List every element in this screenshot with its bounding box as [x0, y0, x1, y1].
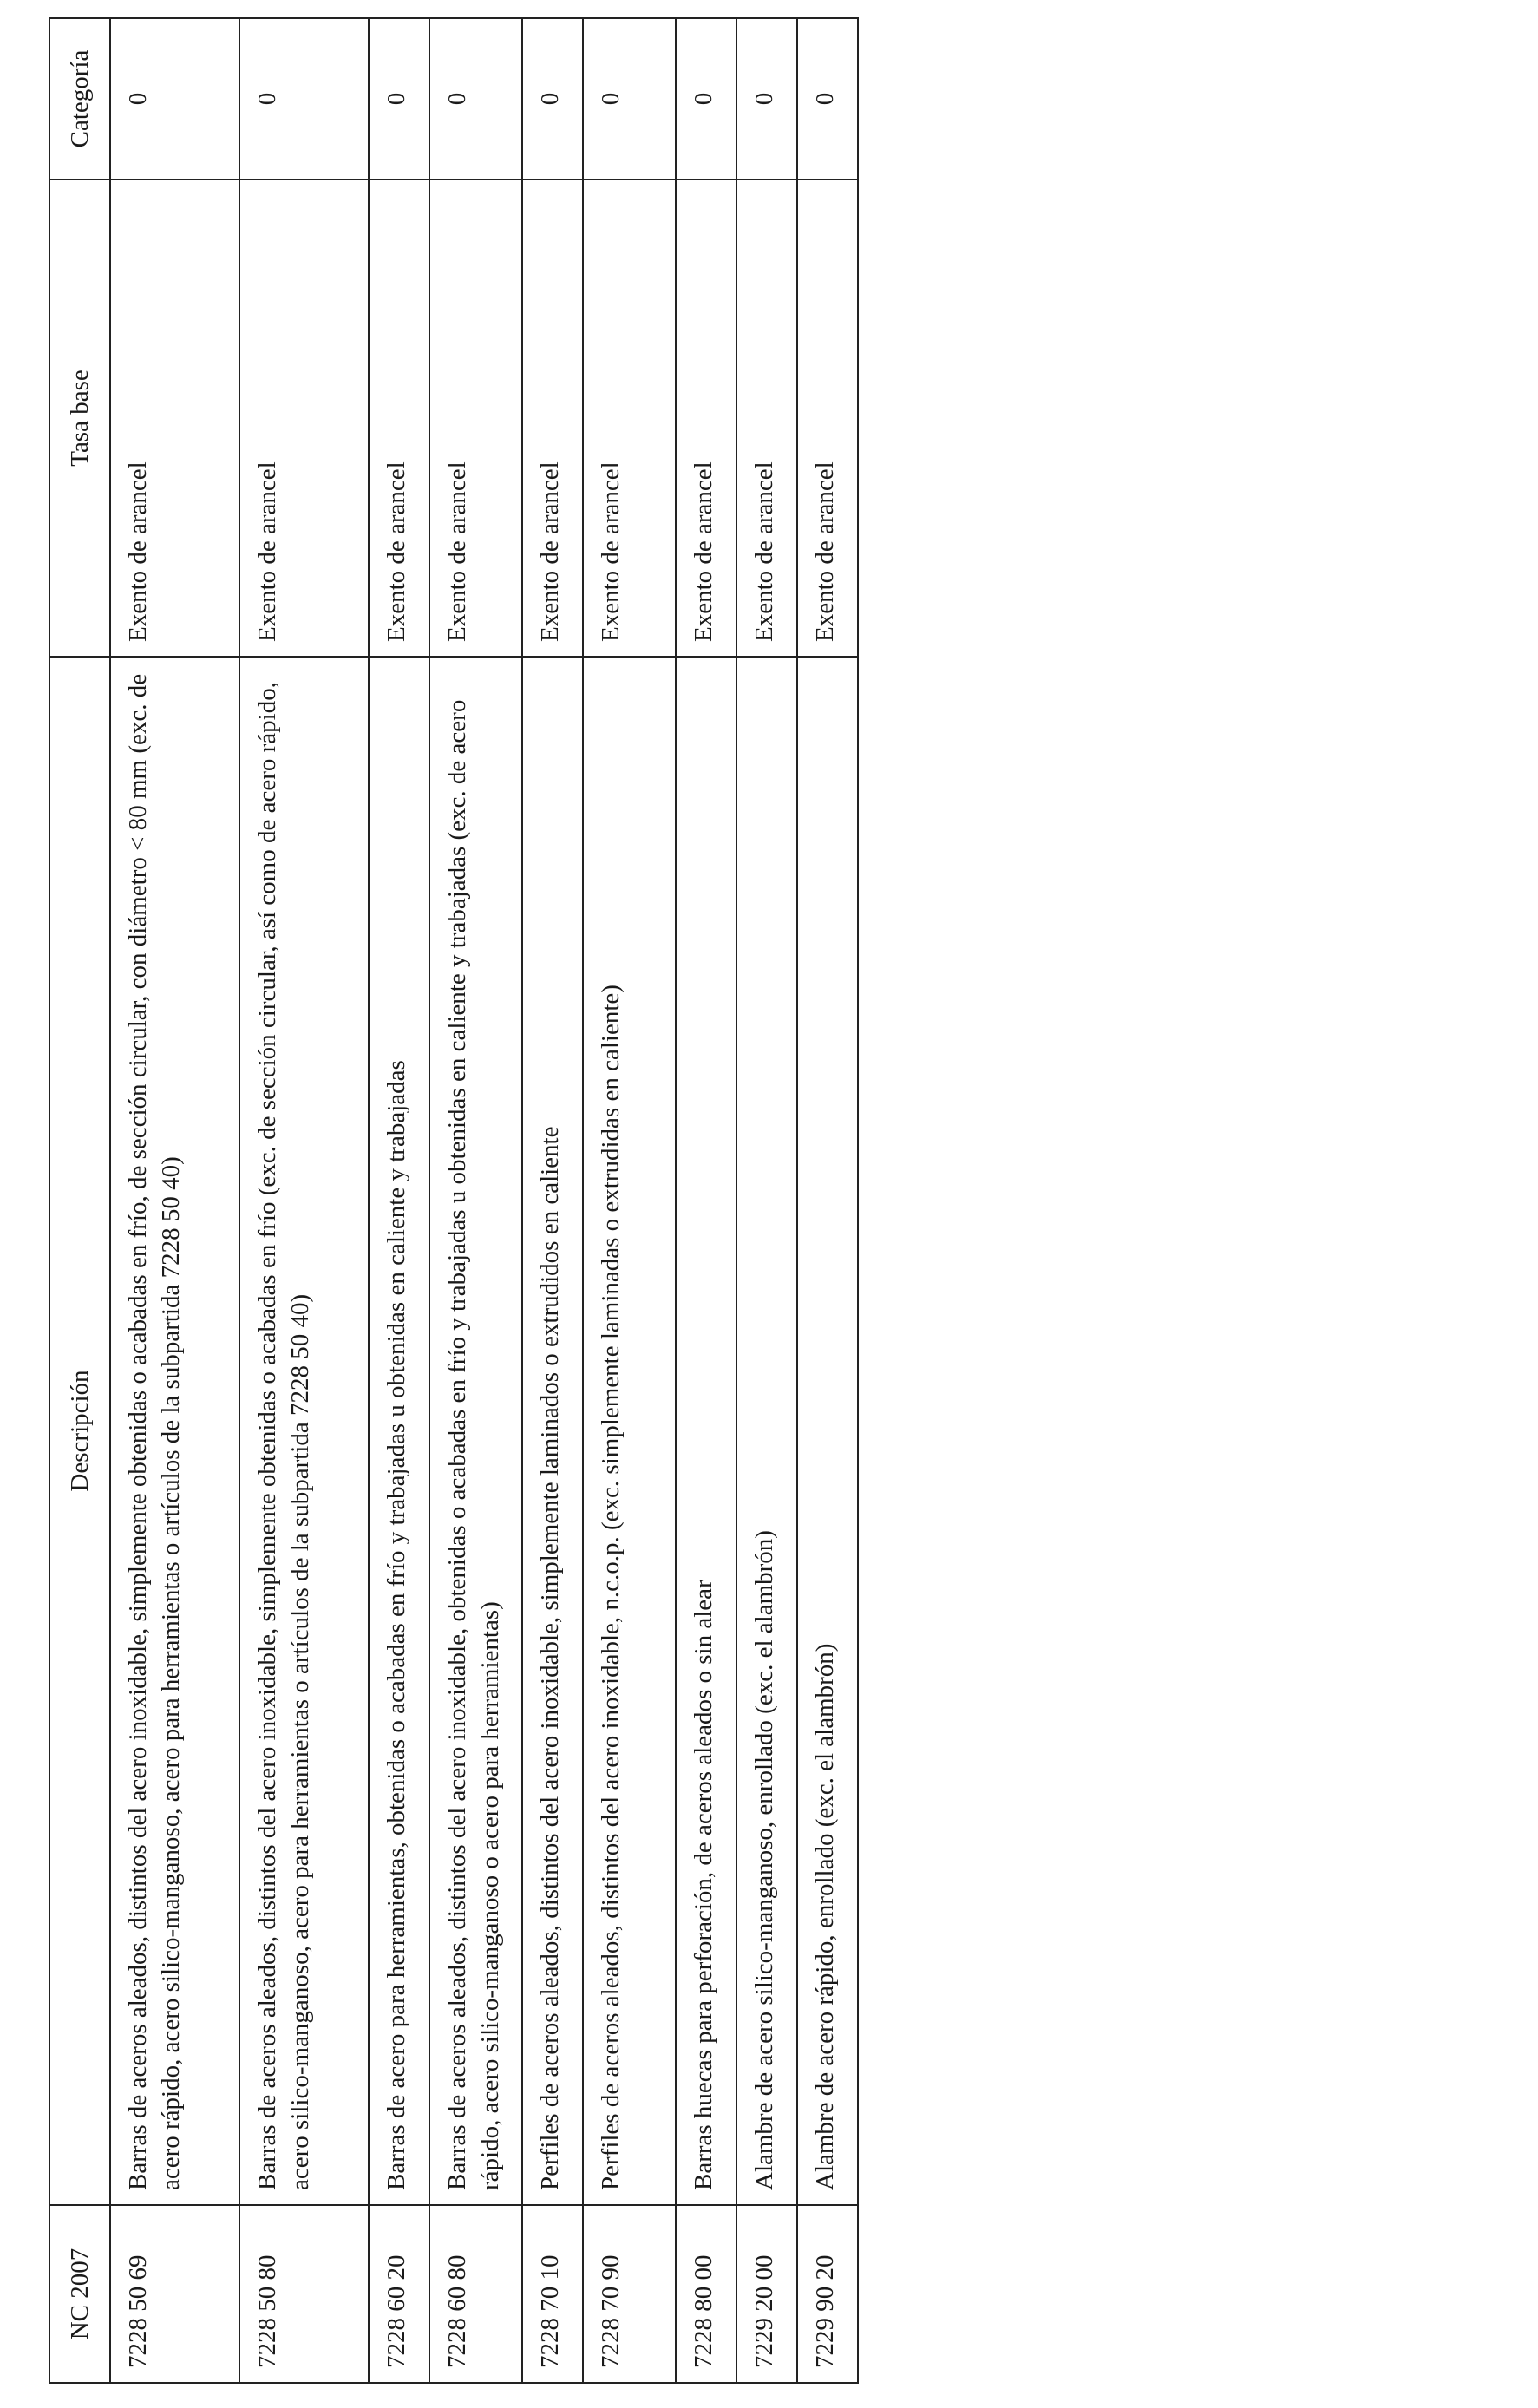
category: 0: [239, 18, 369, 180]
table-row: [239, 18, 369, 2383]
base-rate: Exento de arancel: [429, 180, 522, 657]
description: Barras de aceros aleados, distintos del acero inoxidable, obtenidas o acabadas en frío y trabajadas u obtenidas en caliente y trabajadas (exc. de acero rápido, acero silico-manganoso o acero para herramientas): [429, 657, 522, 2205]
nc-code: 7228 60 20: [369, 2205, 429, 2383]
base-rate: Exento de arancel: [736, 180, 797, 657]
header-nc: NC 2007: [49, 2205, 110, 2383]
table-header-row: [49, 18, 110, 2383]
nc-code: 7229 20 00: [736, 2205, 797, 2383]
table-row: [522, 18, 583, 2383]
nc-code: 7228 60 80: [429, 2205, 522, 2383]
table-row: [429, 18, 522, 2383]
description: Barras huecas para perforación, de aceros aleados o sin alear: [676, 657, 736, 2205]
description: Barras de aceros aleados, distintos del acero inoxidable, simplemente obtenidas o acabadas en frío, de sección circular, con diámetro < 80 mm (exc. de acero rápido, acero silico-manganoso, acero para herramientas o artículos de la subpartida 7228 50 40): [110, 657, 239, 2205]
table-row: [676, 18, 736, 2383]
table-row: [369, 18, 429, 2383]
header-descripcion: Descripción: [49, 657, 110, 2205]
rotated-table-container: [49, 19, 854, 2384]
base-rate: Exento de arancel: [239, 180, 369, 657]
nc-code: 7228 50 80: [239, 2205, 369, 2383]
nc-code: 7228 70 10: [522, 2205, 583, 2383]
category: 0: [369, 18, 429, 180]
category: 0: [676, 18, 736, 180]
table-row: [583, 18, 676, 2383]
base-rate: Exento de arancel: [369, 180, 429, 657]
description: Perfiles de aceros aleados, distintos del acero inoxidable, simplemente laminados o extrudidos en caliente: [522, 657, 583, 2205]
base-rate: Exento de arancel: [110, 180, 239, 657]
description: Barras de aceros aleados, distintos del acero inoxidable, simplemente obtenidas o acabadas en frío (exc. de sección circular, así como de acero rápido, acero silico-manganoso, acero para herramientas o artículos de la subpartida 7228 50 40): [239, 657, 369, 2205]
header-categoria: Categoría: [49, 18, 110, 180]
tariff-table: [49, 17, 859, 2384]
category: 0: [797, 18, 858, 180]
description: Alambre de acero rápido, enrollado (exc. el alambrón): [797, 657, 858, 2205]
nc-code: 7228 70 90: [583, 2205, 676, 2383]
base-rate: Exento de arancel: [676, 180, 736, 657]
table-row: [797, 18, 858, 2383]
category: 0: [429, 18, 522, 180]
category: 0: [522, 18, 583, 180]
base-rate: Exento de arancel: [797, 180, 858, 657]
table-row: [736, 18, 797, 2383]
description: Perfiles de aceros aleados, distintos del acero inoxidable, n.c.o.p. (exc. simplemente laminadas o extrudidas en caliente): [583, 657, 676, 2205]
header-tasa-base: Tasa base: [49, 180, 110, 657]
category: 0: [736, 18, 797, 180]
nc-code: 7229 90 20: [797, 2205, 858, 2383]
description: Alambre de acero silico-manganoso, enrollado (exc. el alambrón): [736, 657, 797, 2205]
base-rate: Exento de arancel: [583, 180, 676, 657]
nc-code: 7228 80 00: [676, 2205, 736, 2383]
base-rate: Exento de arancel: [522, 180, 583, 657]
category: 0: [583, 18, 676, 180]
category: 0: [110, 18, 239, 180]
description: Barras de acero para herramientas, obtenidas o acabadas en frío y trabajadas u obtenidas en caliente y trabajadas: [369, 657, 429, 2205]
table-row: [110, 18, 239, 2383]
nc-code: 7228 50 69: [110, 2205, 239, 2383]
